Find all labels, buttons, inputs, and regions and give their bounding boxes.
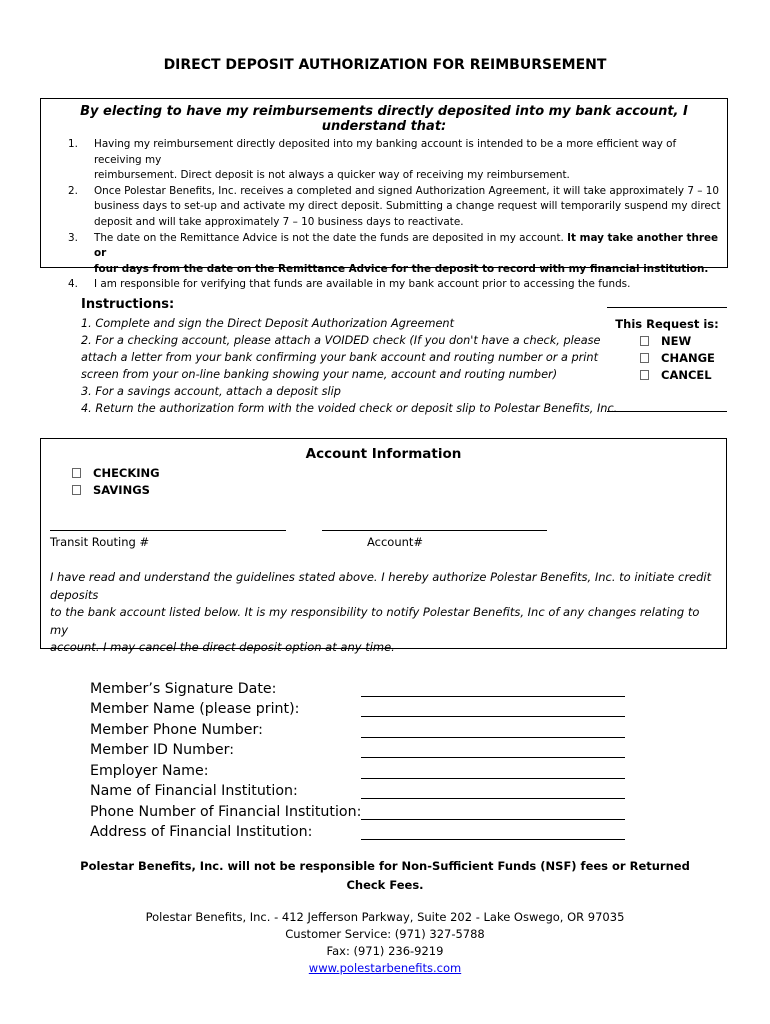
footer-address: Polestar Benefits, Inc. - 412 Jefferson Parkway, Suite 202 - Lake Oswego, OR 97035 (145, 910, 625, 924)
field-label-member-id: Member ID Number: (90, 742, 235, 758)
instruction-line: screen from your on-line banking showing your name, account and routing number) (81, 368, 558, 381)
field-label-employer-name: Employer Name: (90, 763, 209, 779)
field-label-institution-phone: Phone Number of Financial Institution: (90, 804, 362, 820)
agreement-item-3: 3. The date on the Remittance Advice is not the date the funds are deposited in my account. It may take another three or four days from the date on the Remittance Advice for the deposit to record with my financial institution. (68, 231, 719, 275)
checkbox-icon[interactable] (72, 468, 81, 478)
agreement-list (68, 137, 723, 293)
field-label-member-name: Member Name (please print): (90, 701, 300, 717)
institution-address-field[interactable] (361, 839, 625, 840)
agreement-heading: By electing to have my reimbursements directly deposited into my bank account, I understand that: (80, 104, 688, 134)
footer-website (0, 961, 770, 975)
request-option-cancel[interactable]: CANCEL (640, 368, 712, 382)
authorization-statement: I have read and understand the guidelines stated above. I hereby authorize Polestar Benefits, Inc. to initiate credit deposits to the bank account listed below. It is my responsibility to notify Polestar Benefits, Inc of any changes relating to my account. I may cancel the direct deposit option at any time. (50, 570, 712, 654)
nsf-notice: Polestar Benefits, Inc. will not be responsible for Non-Sufficient Funds (NSF) fees or Returned Check Fees. (80, 859, 690, 892)
institution-name-field[interactable] (361, 798, 625, 799)
instruction-line: attach a letter from your bank confirming your bank account and routing number or a print (81, 351, 599, 364)
agreement-item-2: 2. Once Polestar Benefits, Inc. receives a completed and signed Authorization Agreement, it will take approximately 7 – 10 business days to set-up and activate my direct deposit. Submitting a change request will temporarily suspend my direct deposit and will take approximately 7 – 10 business days to reactivate. (68, 184, 721, 228)
account-type-checking[interactable]: CHECKING (72, 466, 160, 480)
member-id-field[interactable] (361, 757, 625, 758)
routing-number-field[interactable] (50, 530, 286, 531)
request-option-new[interactable]: NEW (640, 334, 691, 348)
footer-customer-service: Customer Service: (971) 327-5788 (285, 927, 485, 941)
instruction-line: 3. For a savings account, attach a deposit slip (81, 385, 341, 398)
account-info-title: Account Information (305, 446, 462, 462)
field-label-member-phone: Member Phone Number: (90, 722, 263, 738)
request-option-change[interactable]: CHANGE (640, 351, 715, 365)
agreement-item-4: 4. I am responsible for verifying that funds are available in my bank account prior to accessing the funds. (68, 278, 631, 291)
signature-date-field[interactable] (361, 696, 625, 697)
routing-number-label: Transit Routing # (50, 535, 150, 549)
footer-fax: Fax: (971) 236-9219 (326, 944, 444, 958)
institution-phone-field[interactable] (361, 819, 625, 820)
instruction-line: 4. Return the authorization form with the voided check or deposit slip to Polestar Benefits, Inc. (81, 402, 618, 415)
website-link[interactable]: www.polestarbenefits.com (308, 961, 462, 975)
instructions-title: Instructions: (81, 297, 175, 312)
agreement-item-1: 1. Having my reimbursement directly deposited into my banking account is intended to be a more efficient way of receiving my reimbursement. Direct deposit is not always a quicker way of receiving my reimbursement. (68, 138, 677, 182)
account-type-savings[interactable]: SAVINGS (72, 483, 150, 497)
instruction-line: 1. Complete and sign the Direct Deposit Authorization Agreement (81, 317, 455, 330)
field-label-institution-address: Address of Financial Institution: (90, 824, 313, 840)
checkbox-icon[interactable] (72, 485, 81, 495)
checkbox-icon[interactable] (640, 370, 649, 380)
account-number-label: Account# (367, 535, 424, 549)
member-phone-field[interactable] (361, 737, 625, 738)
member-name-field[interactable] (361, 716, 625, 717)
request-type-title: This Request is: (615, 317, 719, 331)
account-number-field[interactable] (322, 530, 547, 531)
field-label-signature-date: Member’s Signature Date: (90, 681, 277, 697)
checkbox-icon[interactable] (640, 336, 649, 346)
page-title: DIRECT DEPOSIT AUTHORIZATION FOR REIMBURSEMENT (163, 57, 607, 73)
checkbox-icon[interactable] (640, 353, 649, 363)
field-label-institution-name: Name of Financial Institution: (90, 783, 298, 799)
employer-name-field[interactable] (361, 778, 625, 779)
instruction-line: 2. For a checking account, please attach a VOIDED check (If you don't have a check, please (81, 334, 601, 347)
